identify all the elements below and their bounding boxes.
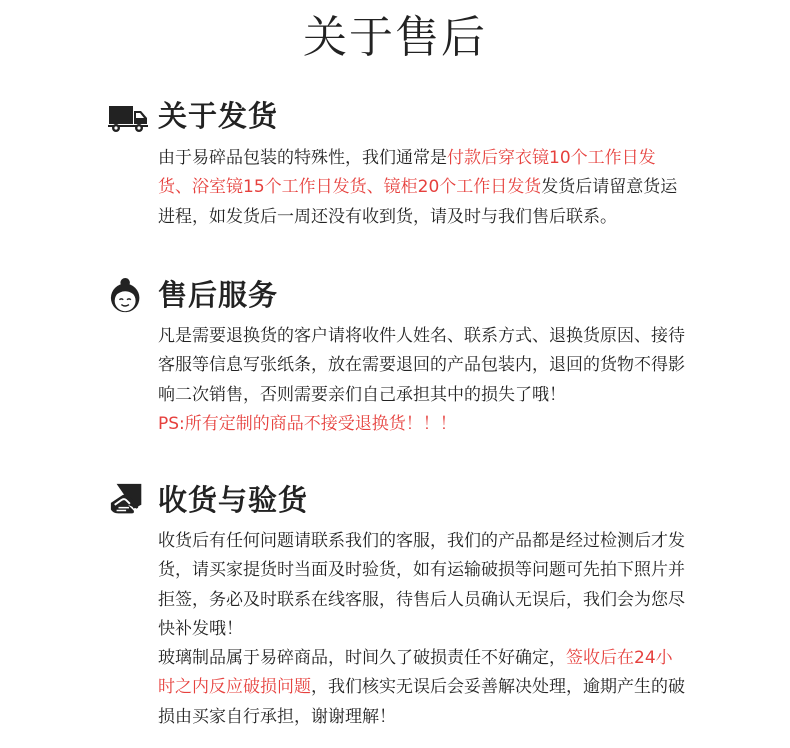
paragraph-text: 发货后请留意货运进程，如发货后一周还没有收到货，请及时与我们售后联系。 [158,177,678,227]
paragraph-text: 由于易碎品包装的特殊性，我们通常是 [158,148,447,168]
highlight-text: 付款后穿衣镜10个工作日发货、浴室镜15个工作日发货、镜柜20个工作日发货 [158,148,656,198]
section-paragraph [158,644,688,732]
handshake-icon [108,482,148,520]
customer-service-icon [108,277,148,315]
section-header [108,480,708,520]
section-paragraph [158,144,688,232]
section-paragraph: 凡是需要退换货的客户请将收件人姓名、联系方式、退换货原因、接待客服等信息写张纸条，放在需要退回的产品包装内，退回的货物不得影响二次销售，否则需要亲们自己承担其中的损失了哦！ [158,326,685,405]
page-title: 关于售后 [303,12,487,63]
section-header [108,96,708,136]
section-title: 收货与验货 [158,483,309,517]
section-title: 关于发货 [158,99,279,133]
paragraph-text: 玻璃制品属于易碎商品，时间久了破损责任不好确定， [158,648,566,669]
section-paragraph: 收货后有任何问题请联系我们的客服，我们的产品都是经过检测后才发货，请买家提货时当面及时验货，如有运输破损等问题可先拍下照片并拒签，务必及时联系在线客服，待售后人员确认无误后，我们会为您尽快补发哦！ [158,531,685,639]
ps-note: PS:所有定制的商品不接受退换货！！！ [158,413,457,434]
highlight-text: 签收后在24小时之内反应破损问题 [158,648,673,698]
truck-icon [108,100,148,134]
section-after-sales [108,275,708,439]
section-receiving [108,480,708,732]
paragraph-text: ，我们核实无误后会妥善解决处理，逾期产生的破损由买家自行承担，谢谢理解！ [158,677,685,727]
section-title: 售后服务 [158,278,279,312]
section-shipping [108,96,708,232]
section-header [108,275,708,315]
